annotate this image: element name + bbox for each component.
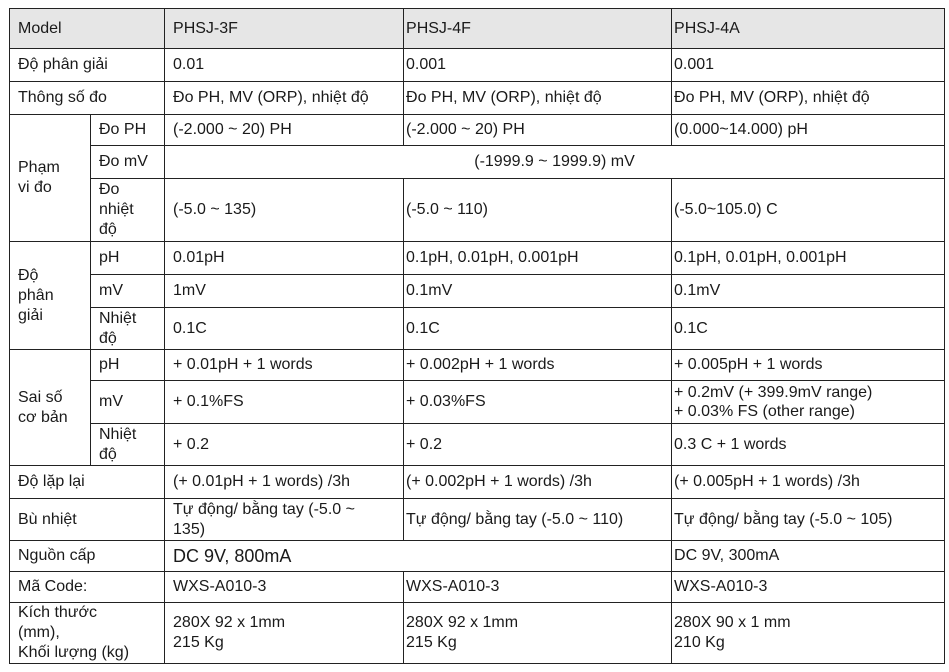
spec-table: [9, 8, 945, 664]
cell: 0.3 C + 1 words: [672, 424, 945, 466]
table-row: [10, 82, 945, 115]
cell: (-5.0~105.0) C: [672, 179, 945, 242]
cell: (+ 0.01pH + 1 words) /3h: [165, 466, 404, 499]
cell: 280X 92 x 1mm 215 Kg: [404, 603, 672, 664]
cell: + 0.005pH + 1 words: [672, 350, 945, 381]
row-label-basic-error: Sai số cơ bản: [10, 350, 91, 466]
sub-label: pH: [91, 350, 165, 381]
cell: Đo PH, MV (ORP), nhiệt độ: [404, 82, 672, 115]
cell: (+ 0.005pH + 1 words) /3h: [672, 466, 945, 499]
cell: 0.1mV: [404, 275, 672, 308]
cell: (-1999.9 ~ 1999.9) mV: [165, 146, 945, 179]
table-row: [10, 466, 945, 499]
cell: 0.1pH, 0.01pH, 0.001pH: [404, 242, 672, 275]
cell: Đo PH, MV (ORP), nhiệt độ: [672, 82, 945, 115]
table-row: [10, 499, 945, 541]
cell: WXS-A010-3: [672, 572, 945, 603]
table-row: [10, 350, 945, 381]
table-row: [10, 603, 945, 664]
cell: (-5.0 ~ 135): [165, 179, 404, 242]
cell: 280X 90 x 1 mm 210 Kg: [672, 603, 945, 664]
sub-label: mV: [91, 275, 165, 308]
cell: + 0.002pH + 1 words: [404, 350, 672, 381]
sub-label: Nhiệt độ: [91, 424, 165, 466]
cell: + 0.01pH + 1 words: [165, 350, 404, 381]
table-row: [10, 381, 945, 424]
cell: 0.1C: [165, 308, 404, 350]
cell: Tự động/ bằng tay (-5.0 ~ 135): [165, 499, 404, 541]
sub-label: mV: [91, 381, 165, 424]
row-label-resolution: Độ phân giải: [10, 49, 165, 82]
row-label-power: Nguồn cấp: [10, 541, 165, 572]
cell: (+ 0.002pH + 1 words) /3h: [404, 466, 672, 499]
cell: 0.1pH, 0.01pH, 0.001pH: [672, 242, 945, 275]
cell: 0.1mV: [672, 275, 945, 308]
cell: Đo PH, MV (ORP), nhiệt độ: [165, 82, 404, 115]
table-row: [10, 146, 945, 179]
table-row: [10, 242, 945, 275]
header-row: [10, 9, 945, 49]
cell: 1mV: [165, 275, 404, 308]
cell: 0.1C: [404, 308, 672, 350]
table-row: [10, 541, 945, 572]
cell: 0.1C: [672, 308, 945, 350]
cell: DC 9V, 300mA: [672, 541, 945, 572]
sub-label: Đo PH: [91, 115, 165, 146]
cell: Tự động/ bằng tay (-5.0 ~ 105): [672, 499, 945, 541]
cell: 280X 92 x 1mm 215 Kg: [165, 603, 404, 664]
sub-label: Đo mV: [91, 146, 165, 179]
row-label-temp-comp: Bù nhiệt: [10, 499, 165, 541]
cell: (-2.000 ~ 20) PH: [165, 115, 404, 146]
table-row: [10, 308, 945, 350]
cell: (-2.000 ~ 20) PH: [404, 115, 672, 146]
cell: + 0.1%FS: [165, 381, 404, 424]
row-label-size: Kích thước (mm), Khối lượng (kg): [10, 603, 165, 664]
row-label-range: Phạm vi đo: [10, 115, 91, 242]
header-model: Model: [10, 9, 165, 49]
row-label-repeatability: Độ lặp lại: [10, 466, 165, 499]
sub-label: Nhiệt độ: [91, 308, 165, 350]
header-phsj-4a: PHSJ-4A: [672, 9, 945, 49]
table-row: [10, 179, 945, 242]
cell: 0.01: [165, 49, 404, 82]
cell: 0.01pH: [165, 242, 404, 275]
cell: + 0.03%FS: [404, 381, 672, 424]
cell: (-5.0 ~ 110): [404, 179, 672, 242]
cell: + 0.2: [404, 424, 672, 466]
sub-label: Đo nhiệt độ: [91, 179, 165, 242]
row-label-sub-resolution: Độ phân giải: [10, 242, 91, 350]
sub-label: pH: [91, 242, 165, 275]
table-row: [10, 424, 945, 466]
cell: DC 9V, 800mA: [165, 541, 672, 572]
header-phsj-3f: PHSJ-3F: [165, 9, 404, 49]
cell: WXS-A010-3: [165, 572, 404, 603]
cell: + 0.2: [165, 424, 404, 466]
table-row: [10, 49, 945, 82]
table-row: [10, 115, 945, 146]
header-phsj-4f: PHSJ-4F: [404, 9, 672, 49]
cell: (0.000~14.000) pH: [672, 115, 945, 146]
cell: + 0.2mV (+ 399.9mV range) + 0.03% FS (other range): [672, 381, 945, 424]
table-row: [10, 275, 945, 308]
cell: Tự động/ bằng tay (-5.0 ~ 110): [404, 499, 672, 541]
cell: WXS-A010-3: [404, 572, 672, 603]
table-row: [10, 572, 945, 603]
cell: 0.001: [672, 49, 945, 82]
row-label-measure-params: Thông số đo: [10, 82, 165, 115]
row-label-code: Mã Code:: [10, 572, 165, 603]
cell: 0.001: [404, 49, 672, 82]
